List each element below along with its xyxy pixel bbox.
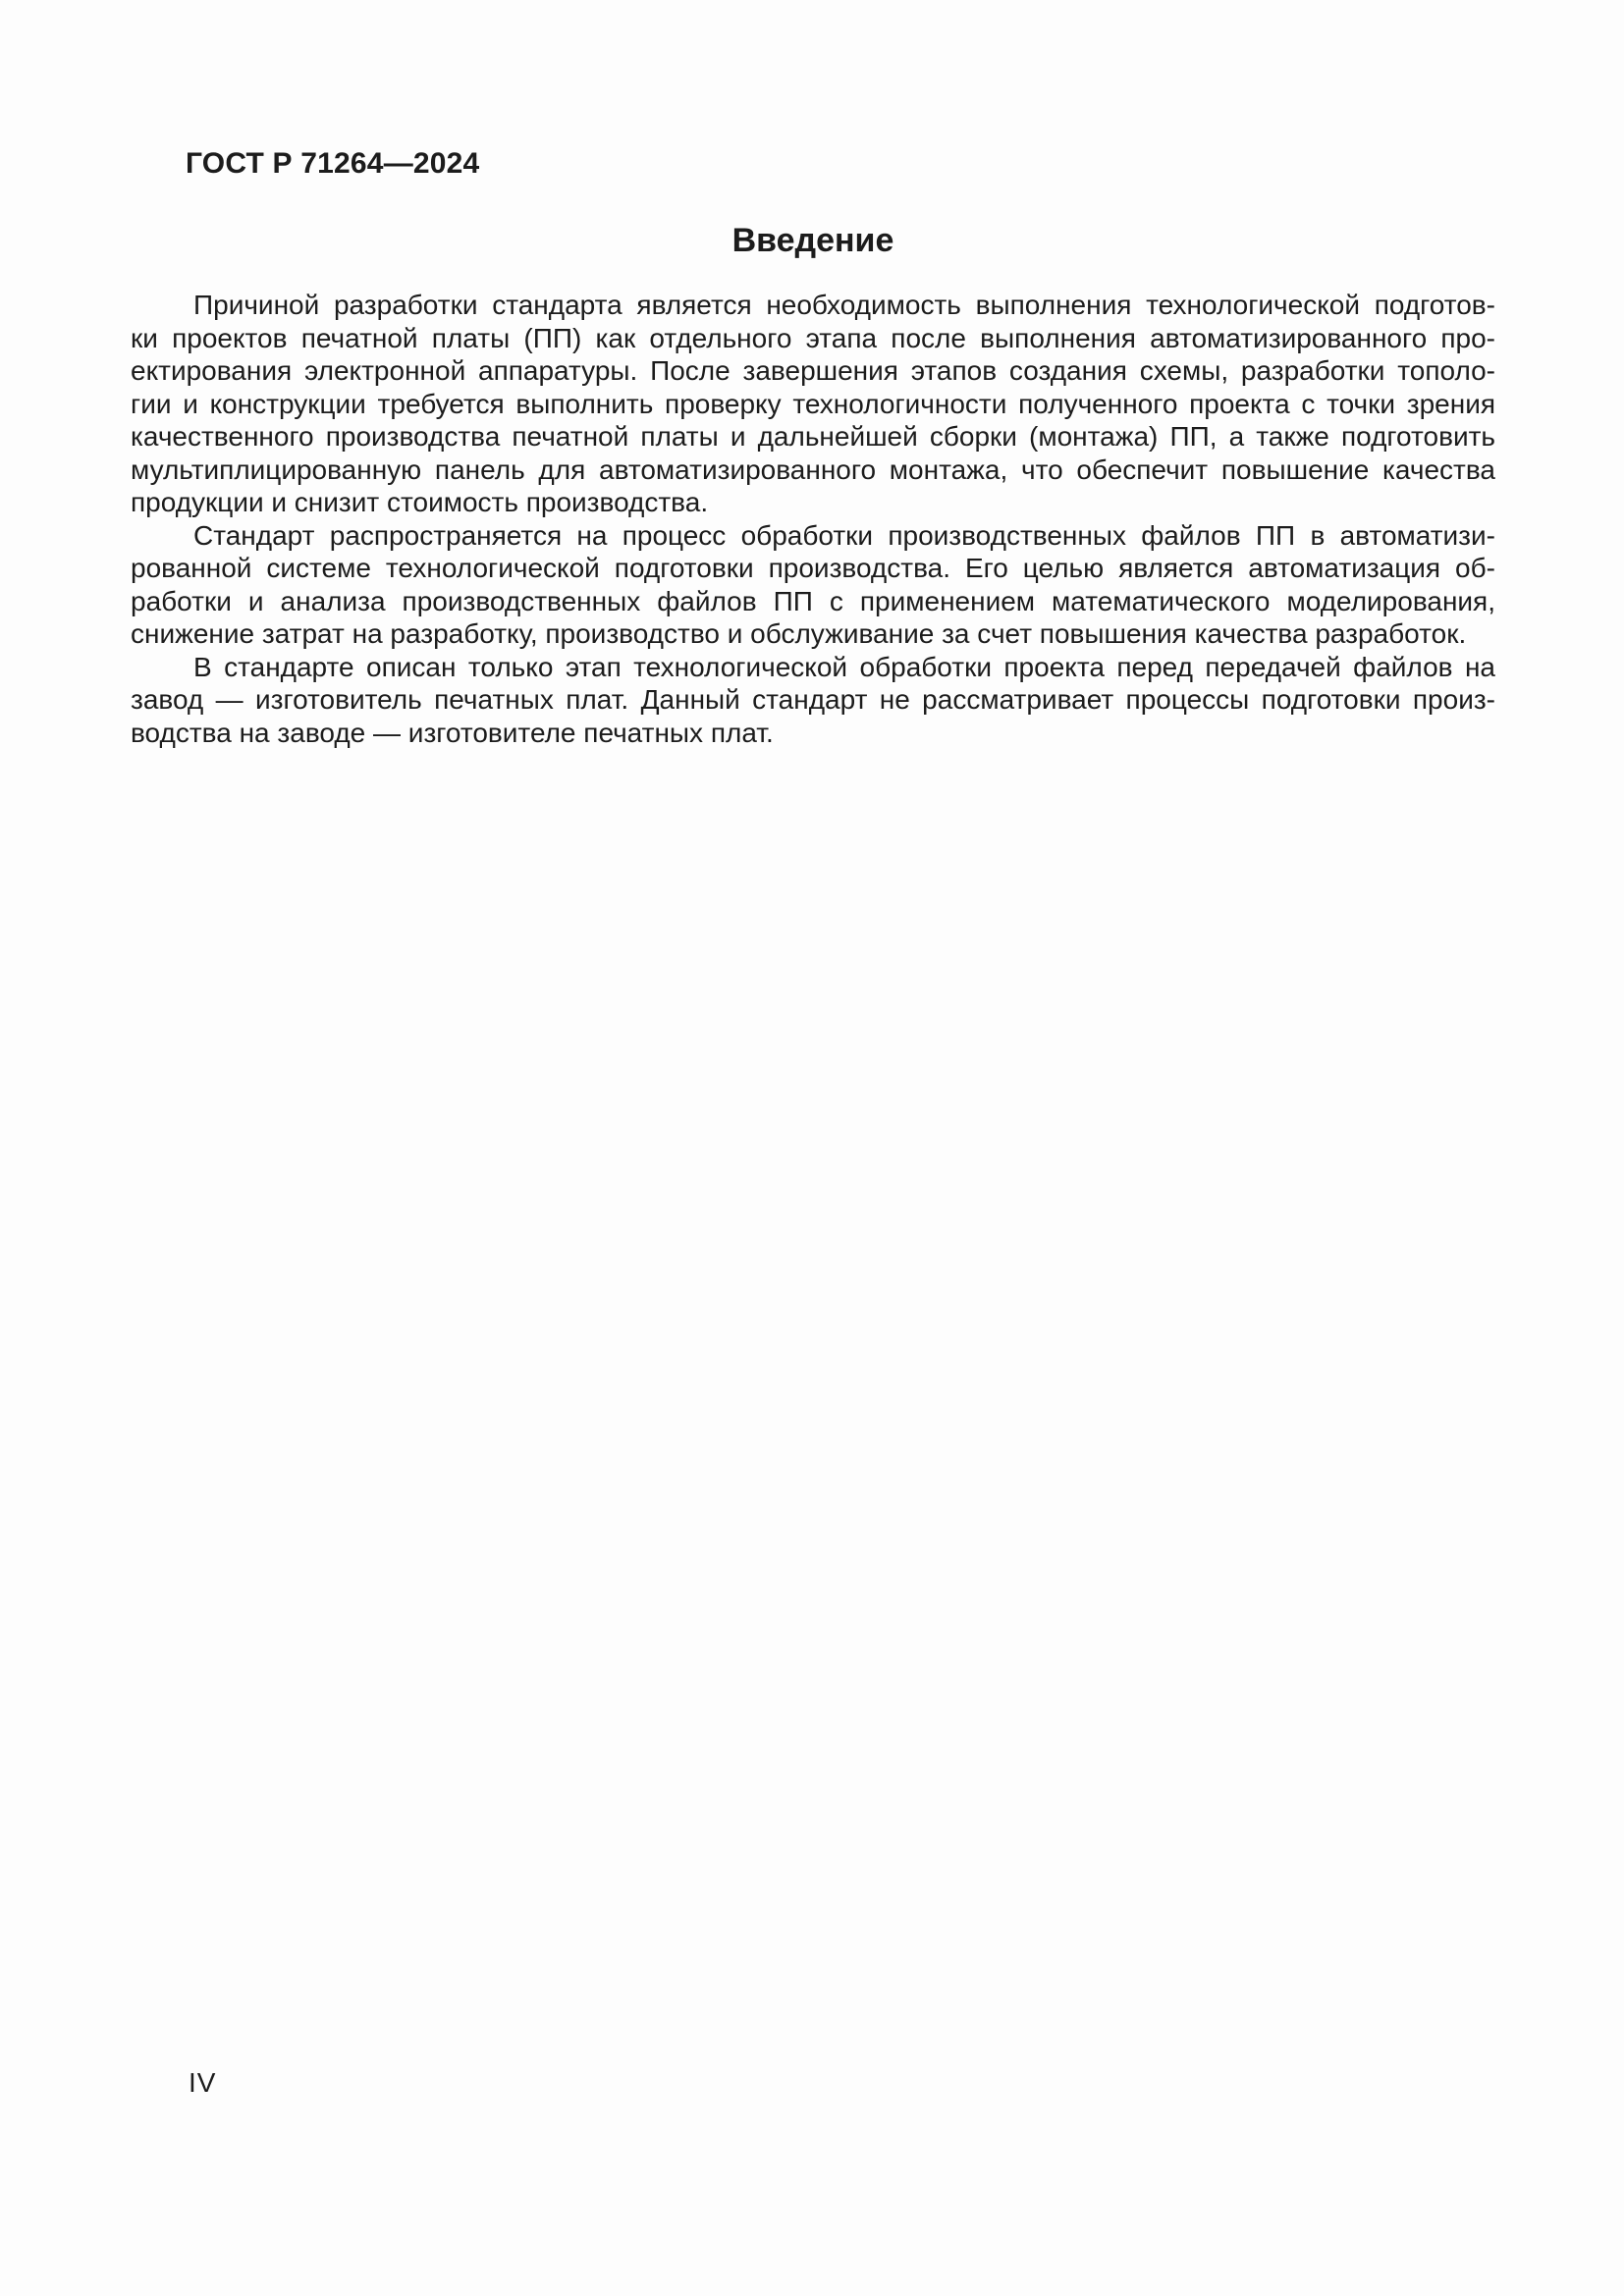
text-line: снижение затрат на разработку, производство и обслуживание за счет повышения качества разработок. — [131, 618, 1467, 649]
text-line: ки проектов печатной платы (ПП) как отдельного этапа после выполнения автоматизированного про- — [131, 322, 1495, 353]
text-line: В стандарте описан только этап технологической обработки проекта перед передачей файлов на — [193, 651, 1495, 682]
text-line: Причиной разработки стандарта является необходимость выполнения технологической подготов- — [193, 290, 1495, 320]
text-line: качественного производства печатной платы и дальнейшей сборки (монтажа) ПП, а также подготовить — [131, 421, 1495, 452]
page-number: IV — [189, 2067, 217, 2098]
paragraph-3 — [131, 651, 1495, 750]
text-line: мультиплицированную панель для автоматизированного монтажа, что обеспечит повышение качества — [131, 454, 1495, 485]
text-line: водства на заводе — изготовителе печатных плат. — [131, 717, 774, 748]
paragraph-1 — [131, 289, 1495, 519]
document-code: ГОСТ Р 71264—2024 — [186, 147, 480, 180]
text-line: продукции и снизит стоимость производства. — [131, 487, 709, 517]
paragraph-2 — [131, 519, 1495, 651]
text-line: работки и анализа производственных файлов ПП с применением математического моделирования, — [131, 585, 1495, 616]
text-line: ектирования электронной аппаратуры. После завершения этапов создания схемы, разработки тополо- — [131, 355, 1495, 386]
text-line: завод — изготовитель печатных плат. Данный стандарт не рассматривает процессы подготовки произ- — [131, 684, 1495, 715]
text-line: гии и конструкции требуется выполнить проверку технологичности полученного проекта с точки зрения — [131, 388, 1495, 419]
intro-text — [131, 289, 1495, 749]
section-title: Введение — [731, 222, 894, 259]
text-line: Стандарт распространяется на процесс обработки производственных файлов ПП в автоматизи- — [193, 519, 1495, 551]
text-line: рованной системе технологической подготовки производства. Его целью является автоматизация об- — [131, 553, 1495, 583]
